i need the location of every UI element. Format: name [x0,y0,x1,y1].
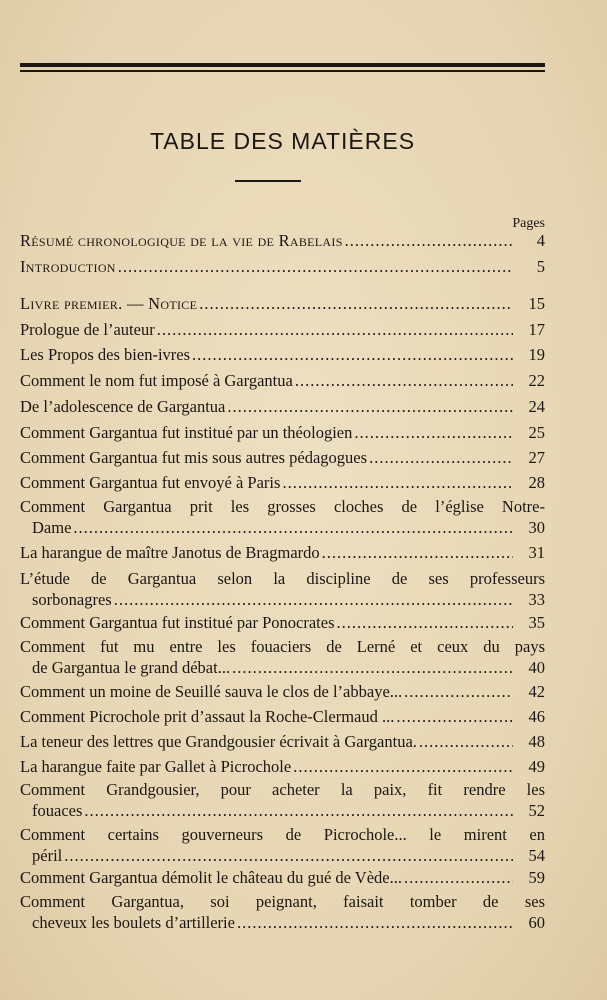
toc-entry: Résumé chronologique de la vie de Rabelais ..... 4 [20,230,545,251]
toc-entry: Comment Picrochole prit d’assaut la Roche-Clermaud ... ..... 46 [20,706,545,727]
header-rule-thin [20,70,545,72]
toc-entry: La teneur des lettres que Grandgousier écrivait à Gargantua. ..... 48 [20,731,545,752]
toc-entry: La harangue de maître Janotus de Bragmardo ..... 31 [20,542,545,563]
pages-column-label: Pages [512,216,545,231]
toc-entry: De l’adolescence de Gargantua ..... 24 [20,396,545,417]
toc-entry: Introduction ..... 5 [20,256,545,277]
toc-entry: Comment Gargantua prit les grosses cloches de l’église Notre- Dame ..... 30 [20,496,545,538]
toc-entry: Comment Gargantua fut institué par Ponocrates ..... 35 [20,612,545,633]
toc-entry: Comment Gargantua fut mis sous autres pédagogues ..... 27 [20,447,545,468]
toc-entry: Comment un moine de Seuillé sauva le clos de l’abbaye... ..... 42 [20,681,545,702]
toc-entry: Les Propos des bien-ivres ..... 19 [20,344,545,365]
toc-entry: Comment fut mu entre les fouaciers de Lerné et ceux du pays de Gargantua le grand débat... ..... 40 [20,636,545,678]
toc-entry: Comment Grandgousier, pour acheter la paix, fit rendre les fouaces ..... 52 [20,779,545,821]
toc-entry: Comment Gargantua démolit le château du gué de Vède... ..... 59 [20,867,545,888]
title-underline [235,180,301,182]
page-title: TABLE DES MATIÈRES [149,128,416,154]
toc-entry: Comment Gargantua fut envoyé à Paris ..... 28 [20,472,545,493]
toc-entry: Comment le nom fut imposé à Gargantua ..... 22 [20,370,545,391]
toc-entry: L’étude de Gargantua selon la discipline de ses professeurs sorbonagres ..... 33 [20,568,545,610]
toc-entry: Livre premier. — Notice ..... 15 [20,293,545,314]
toc-entry: Comment Gargantua, soi peignant, faisait tomber de ses cheveux les boulets d’artillerie ..... 60 [20,891,545,933]
toc-entry: Comment certains gouverneurs de Picrochole... le mirent en péril ..... 54 [20,824,545,866]
header-rule-thick [20,63,545,67]
toc-entry: Prologue de l’auteur ..... 17 [20,319,545,340]
toc-entry: La harangue faite par Gallet à Picrochole ..... 49 [20,756,545,777]
toc-entry: Comment Gargantua fut institué par un théologien ..... 25 [20,422,545,443]
